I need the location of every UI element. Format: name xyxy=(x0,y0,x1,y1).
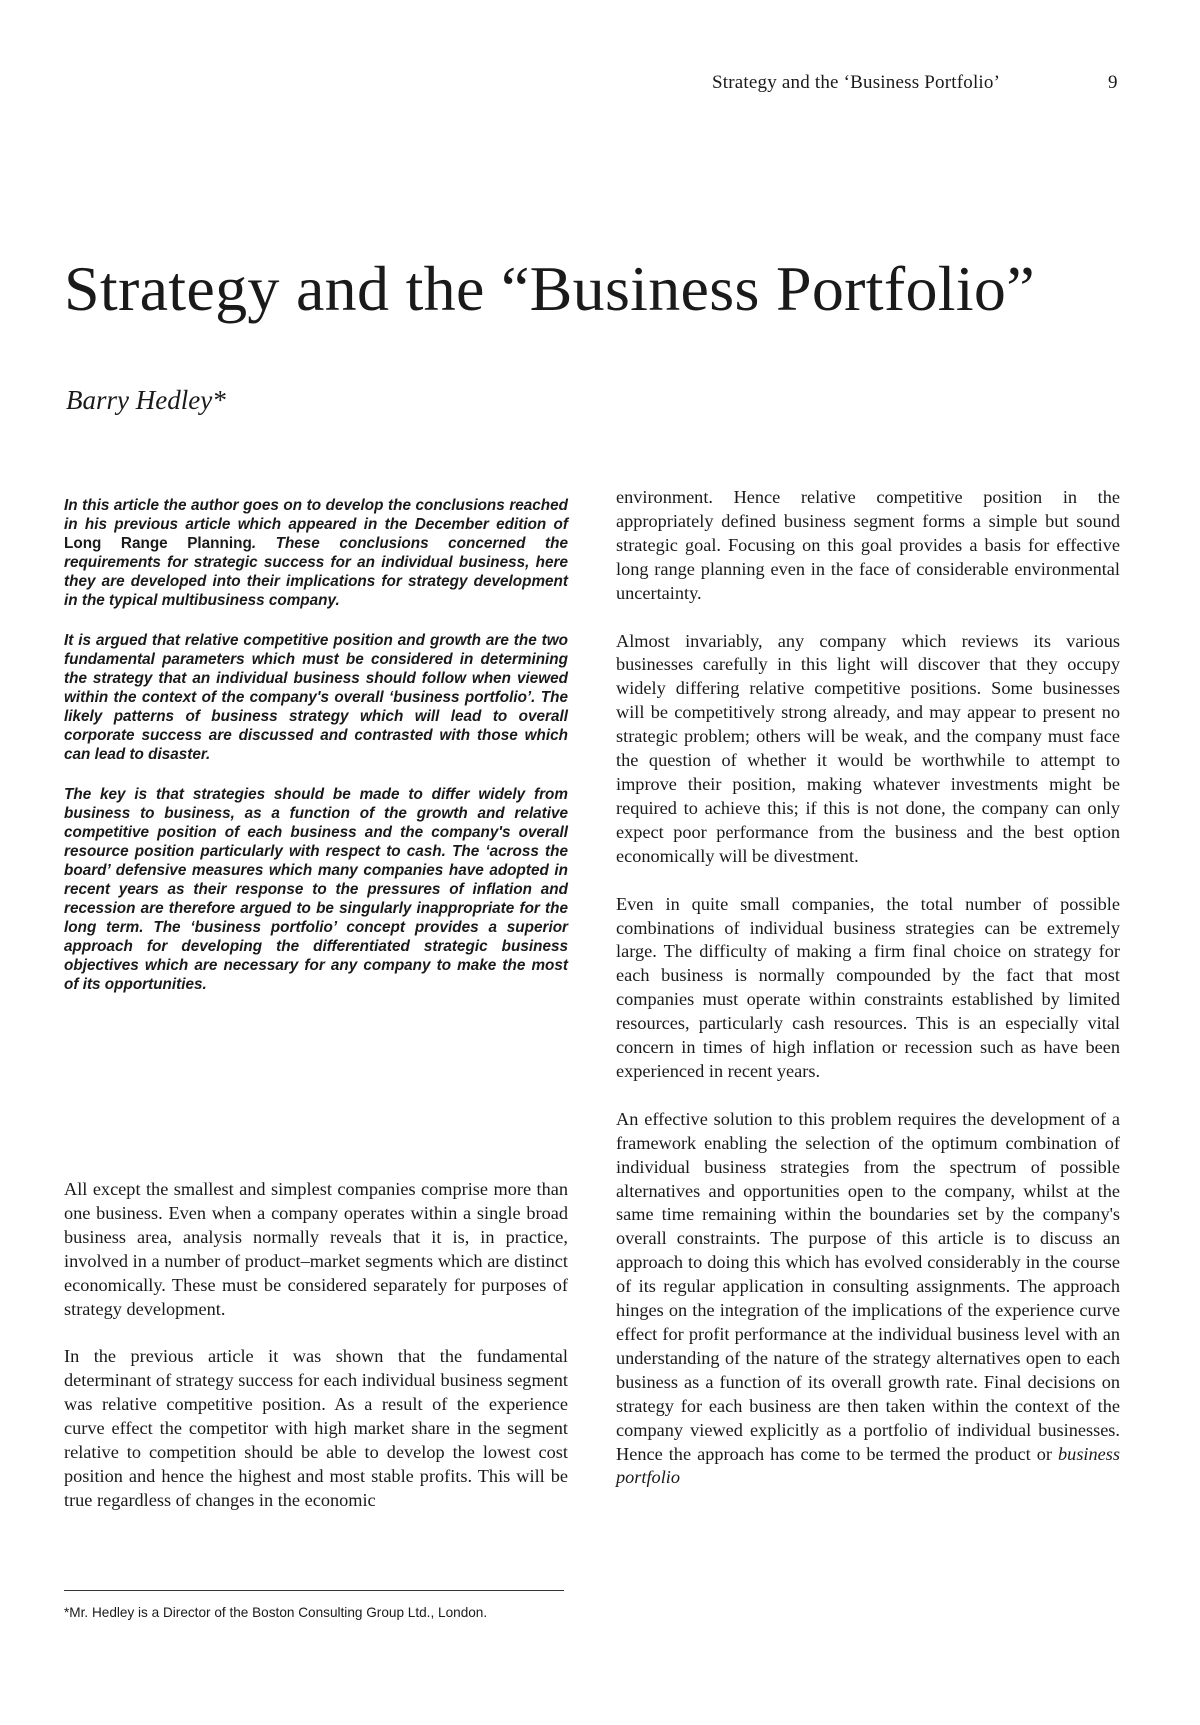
running-header: Strategy and the ‘Business Portfolio’ xyxy=(712,72,1001,93)
abstract-p1-after: . These conclusions concerned the requirements for strategic success for an individual business, here they are developed into their implications for strategy development in the typical multibusiness company. xyxy=(64,535,569,609)
abstract xyxy=(64,496,568,1015)
article-title: Strategy and the “Business Portfolio” xyxy=(64,253,1035,324)
body-right-paragraph-3: Even in quite small companies, the total number of possible combinations of individual business strategies can be extremely large. The difficulty of making a firm final choice on strategy for each business is normally compounded by the fact that most companies must operate within constraints established by limited resources, particularly cash resources. This is an especially vital concern in times of high inflation or recession such as have been experienced in recent years. xyxy=(616,893,1120,1081)
body-column-right xyxy=(616,486,1120,1490)
footnote-rule xyxy=(64,1590,564,1591)
body-right-paragraph-2: Almost invariably, any company which reviews its various businesses carefully in this light will discover that they occupy widely differing relative competitive positions. Some businesses will be competitively strong already, and may appear to present no strategic problem; others will be weak, and the company must face the question of whether it would be worthwhile to attempt to improve their position, making whatever investments might be required to achieve this; if this is not done, the company can only expect poor performance from the business and the best option economically will be divestment. xyxy=(616,630,1120,866)
body-left-paragraph-1: All except the smallest and simplest companies comprise more than one business. Even when a company operates within a single broad business area, analysis normally reveals that it is, in practice, involved in a number of product–market segments which are distinct economically. These must be considered separately for purposes of strategy development. xyxy=(64,1179,568,1319)
article-author: Barry Hedley* xyxy=(66,385,226,415)
italic-term: business portfolio xyxy=(616,1443,1120,1488)
journal-name: Long Range Planning xyxy=(64,535,252,552)
abstract-paragraph-3: The key is that strategies should be made to differ widely from business to business, as a function of the growth and relative competitive position of each business and the company's overall resource position particularly with respect to cash. The ‘across the board’ defensive measures which many companies have adopted in recent years as their response to the pressures of inflation and recession are therefore argued to be singularly inappropriate for the long term. The ‘business portfolio’ concept provides a superior approach for developing the differentiated strategic business objectives which are necessary for any company to make the most of its opportunities. xyxy=(64,786,568,993)
body-right-paragraph-1: environment. Hence relative competitive position in the appropriately defined business segment forms a simple but sound strategic goal. Focusing on this goal provides a basis for effective long range planning even in the face of considerable environmental uncertainty. xyxy=(616,487,1120,603)
abstract-p1-before: In this article the author goes on to develop the conclusions reached in his previous article which appeared in the December edition of xyxy=(64,497,568,533)
body-right-paragraph-4 xyxy=(616,1108,1120,1491)
abstract-paragraph-2: It is argued that relative competitive position and growth are the two fundamental parameters which must be considered in determining the strategy that an individual business should follow when viewed within the context of the company's overall ‘business portfolio’. The likely patterns of business strategy which will lead to overall corporate success are discussed and contrasted with those which can lead to disaster. xyxy=(64,632,568,763)
body-column-left xyxy=(64,1178,568,1513)
abstract-paragraph-1 xyxy=(64,496,568,610)
body-right-p4-text: An effective solution to this problem requires the development of a framework enabling the selection of the optimum combination of individual business strategies from the spectrum of possible alternatives and opportunities open to the company, whilst at the same time remaining within the boundaries set by the company's overall constraints. The purpose of this article is to discuss an approach to doing this which has evolved considerably in the course of its regular application in consulting assignments. The approach hinges on the integration of the implications of the experience curve effect for profit performance at the individual business level with an understanding of the nature of the strategy alternatives open to each business as a function of its overall growth rate. Final decisions on strategy for each business are then taken within the context of the company viewed explicitly as a portfolio of individual businesses. Hence the approach has come to be termed the product or xyxy=(616,1108,1120,1464)
footnote: *Mr. Hedley is a Director of the Boston Consulting Group Ltd., London. xyxy=(64,1605,488,1620)
page-number: 9 xyxy=(1108,72,1118,93)
body-left-paragraph-2: In the previous article it was shown that the fundamental determinant of strategy success for each individual business segment was relative competitive position. As a result of the experience curve effect the competitor with high market share in the segment relative to competition should be able to develop the lowest cost position and hence the highest and most stable profits. This will be true regardless of changes in the economic xyxy=(64,1346,568,1510)
